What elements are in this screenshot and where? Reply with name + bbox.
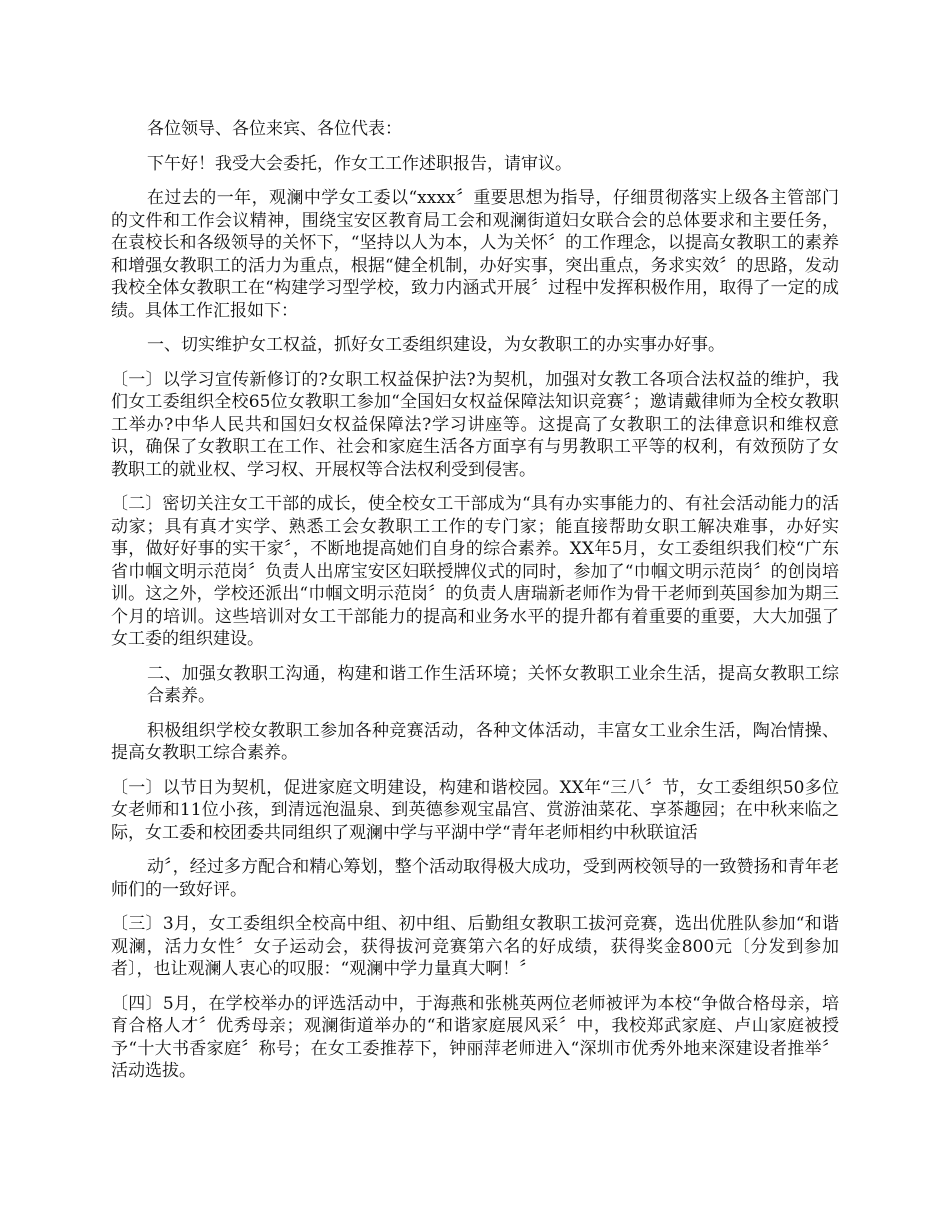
item-paragraph-1-2: 〔二〕密切关注女工干部的成长，使全校女工干部成为“具有办实事能力的、有社会活动能力的活动家；具有真才实学、熟悉工会女教职工工作的专门家；能直接帮助女职工解决难事，办好实事，做好好事的实干家〞，不断地提高她们自身的综合素养。XX年5月，女工委组织我们校“广东省巾帼文明示范岗〞负责人出席宝安区妇联授牌仪式的同时，参加了“巾帼文明示范岗〞的创岗培训。这之外，学校还派出“巾帼文明示范岗〞的负责人唐瑞新老师作为骨干老师到英国参加为期三个月的培训。这些培训对女工干部能力的提高和业务水平的提升都有着重要的重要，大大加强了女工委的组织建设。 xyxy=(111,494,839,649)
greeting-paragraph: 各位领导、各位来宾、各位代表： xyxy=(147,119,402,139)
document-body xyxy=(111,118,839,1095)
intro-paragraph: 在过去的一年，观澜中学女工委以“xxxx〞重要思想为指导，仔细贯彻落实上级各主管部门的文件和工作会议精神，围绕宝安区教育局工会和观澜街道妇女联合会的总体要求和主要任务，在袁校长和各级领导的关怀下，“坚持以人为本，人为关怀〞的工作理念，以提高女教职工的素养和增强女教职工的活力为重点，根据“健全机制，办好实事，突出重点，务求实效〞的思路，发动我校全体女教职工在“构建学习型学校，致力内涵式开展〞过程中发挥积极作用，取得了一定的成绩。具体工作汇报如下： xyxy=(111,188,839,321)
item-paragraph-2-1: 〔一〕以节日为契机，促进家庭文明建设，构建和谐校园。XX年“三八〞节，女工委组织50多位女老师和11位小孩，到清远泡温泉、到英德参观宝晶宫、赏游油菜花、享茶趣园；在中秋来临之际，女工委和校团委共同组织了观澜中学与平湖中学“青年老师相约中秋联谊活 xyxy=(111,777,839,843)
section-2-intro-paragraph: 积极组织学校女教职工参加各种竞赛活动，各种文体活动，丰富女工业余生活，陶冶情操、提高女教职工综合素养。 xyxy=(111,720,839,763)
section-heading-2: 二、加强女教职工沟通，构建和谐工作生活环境；关怀女教职工业余生活，提高女教职工综合素养。 xyxy=(147,663,839,706)
item-paragraph-2-3: 〔三〕3月，女工委组织全校高中组、初中组、后勤组女教职工拔河竞赛，选出优胜队参加“和谐观澜，活力女性〞女子运动会，获得拔河竞赛第六名的好成绩，获得奖金800元〔分发到参加者〕，也让观澜人衷心的叹服：“观澜中学力量真大啊！〞 xyxy=(111,914,839,979)
item-paragraph-2-4: 〔四〕5月，在学校举办的评选活动中，于海燕和张桃英两位老师被评为本校“争做合格母亲，培育合格人才〞优秀母亲；观澜街道举办的“和谐家庭展风采〞中，我校郑武家庭、卢山家庭被授予“十大书香家庭〞称号；在女工委推荐下，钟丽萍老师进入“深圳市优秀外地来深建设者推举〞活动选拔。 xyxy=(111,993,839,1081)
section-heading-1: 一、切实维护女工权益，抓好女工委组织建设，为女教职工的办实事办好事。 xyxy=(147,335,725,355)
item-paragraph-2-1-continued: 动〞，经过多方配合和精心筹划，整个活动取得极大成功，受到两校领导的一致赞扬和青年老师们的一致好评。 xyxy=(111,857,839,900)
item-paragraph-1-1: 〔一〕以学习宣传新修订的?女职工权益保护法?为契机，加强对女教工各项合法权益的维护，我们女工委组织全校65位女教职工参加“全国妇女权益保障法知识竞赛〞；邀请戴律师为全校女教职工举办?中华人民共和国妇女权益保障法?学习讲座等。这提高了女教职工的法律意识和维权意识，确保了女教职工在工作、社会和家庭生活各方面享有与男教职工平等的权利，有效预防了女教职工的就业权、学习权、开展权等合法权利受到侵害。 xyxy=(111,369,839,480)
opening-paragraph: 下午好！我受大会委托，作女工工作述职报告，请审议。 xyxy=(147,153,572,174)
